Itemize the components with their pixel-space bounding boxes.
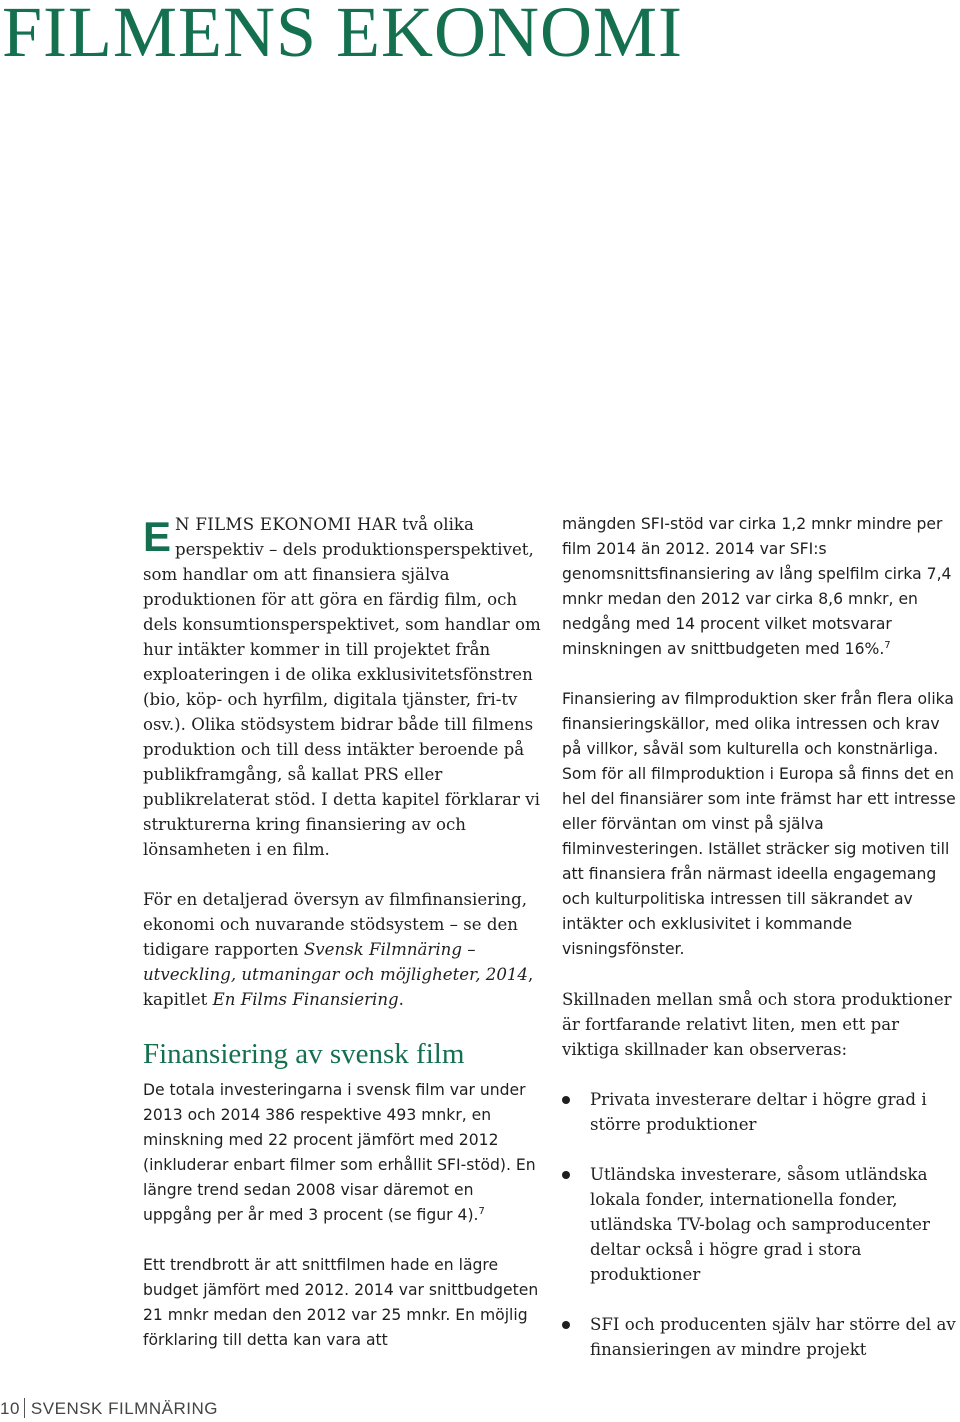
financing-text: Finansiering av filmproduktion sker från flera olika finansieringskällor, med olika intressen och krav på villkor, såväl som kulturella och konstnärliga. Som för all filmproduktion i Europa så finns det en hel del finansiärer som inte främst har ett intresse eller förväntan om vinst på själva filminvesteringen. Istället sträcker sig motiven till att finansiera från närmast ideella engagemang och kulturpolitiska intressen till säkrandet av intäkter och exklusivitet i kommande visningsfönster. xyxy=(562,690,956,958)
dropcap: E xyxy=(143,513,172,560)
section-heading: Finansiering av svensk film xyxy=(143,1038,465,1070)
page-number: 10 xyxy=(0,1399,20,1418)
trend-text: Ett trendbrott är att snittfilmen hade en lägre budget jämfört med 2012. 2014 var snittbudgeten 21 mnkr medan den 2012 var 25 mnkr. En möjlig förklaring till detta kan vara att xyxy=(143,1256,539,1349)
investment-paragraph xyxy=(143,1078,543,1228)
sfi-paragraph xyxy=(562,512,960,662)
left-column xyxy=(143,512,543,1378)
reference-text: För en detaljerad översyn av filmfinansiering, ekonomi och nuvarande stödsystem – se den tidigare rapporten xyxy=(143,890,528,959)
list-item xyxy=(562,1087,960,1137)
list-item-text: SFI och producenten själv har större del av finansieringen av mindre projekt xyxy=(590,1315,956,1359)
intro-text: två olika perspektiv – dels produktionsperspektivet, som handlar om att finansiera själva produktionen för att göra en färdig film, och dels konsumtionsperspektivet, som handlar om hur intäkter kommer in till projektet från exploateringen i de olika exklusivitetsfönstren (bio, köp- och hyrfilm, digitala tjänster, fri-tv osv.). Olika stödsystem bidrar både till filmens produktion och till dess intäkter beroende på publikframgång, så kallat PRS eller publikrelaterat stöd. I detta kapitel förklarar vi strukturerna kring finansiering av och lönsamheten i en film. xyxy=(143,515,541,859)
footnote-ref: 7 xyxy=(478,1205,485,1217)
bullet-icon xyxy=(562,1171,570,1179)
list-item-text: Privata investerare deltar i högre grad i större produktioner xyxy=(590,1090,927,1134)
right-column xyxy=(562,512,960,1387)
footer-divider xyxy=(24,1398,25,1418)
reference-text-mid: , kapitlet xyxy=(143,965,534,1009)
reference-paragraph xyxy=(143,887,543,1012)
intro-lead: N FILMS EKONOMI HAR xyxy=(175,515,397,534)
bullet-icon xyxy=(562,1096,570,1104)
list-item-text: Utländska investerare, såsom utländska lokala fonder, internationella fonder, utländska TV-bolag och samproducenter deltar också i högre grad i stora produktioner xyxy=(590,1165,930,1284)
differences-paragraph xyxy=(562,987,960,1062)
sfi-text: mängden SFI-stöd var cirka 1,2 mnkr mindre per film 2014 än 2012. 2014 var SFI:s genomsnittsfinansiering av lång spelfilm cirka 7,4 mnkr medan den 2012 var cirka 8,6 mnkr, en nedgång med 14 procent vilket motsvarar minskningen av snittbudgeten med 16%. xyxy=(562,515,952,658)
list-item xyxy=(562,1312,960,1362)
investment-text: De totala investeringarna i svensk film var under 2013 och 2014 386 respektive 493 mnkr, en minskning med 22 procent jämfört med 2012 (inkluderar enbart filmer som erhållit SFI-stöd). En längre trend sedan 2008 visar däremot en uppgång per år med 3 procent (se figur 4). xyxy=(143,1081,536,1224)
bullet-list xyxy=(562,1087,960,1362)
publication-name: SVENSK FILMNÄRING xyxy=(30,1399,218,1418)
financing-paragraph xyxy=(562,687,960,962)
footnote-ref: 7 xyxy=(884,639,891,651)
reference-text-end: . xyxy=(398,990,404,1009)
differences-text: Skillnaden mellan små och stora produktioner är fortfarande relativt liten, men ett par viktiga skillnader kan observeras: xyxy=(562,990,952,1059)
bullet-icon xyxy=(562,1321,570,1329)
intro-paragraph xyxy=(143,512,543,862)
list-item xyxy=(562,1162,960,1287)
page-footer xyxy=(0,1398,218,1419)
chapter-title: En Films Finansiering xyxy=(212,990,399,1009)
trend-paragraph xyxy=(143,1253,543,1353)
report-title: Svensk Filmnäring – utveckling, utmaningar och möjligheter, 2014 xyxy=(143,940,528,984)
page-title: FILMENS EKONOMI xyxy=(2,0,683,72)
